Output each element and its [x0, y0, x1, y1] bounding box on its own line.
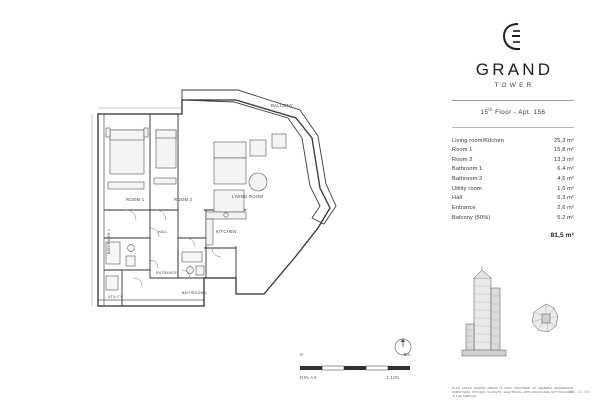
area-value: 4,6 m² [557, 176, 574, 183]
grand-tower-monogram-icon [500, 22, 526, 52]
area-label: Living room/Kitchen [452, 137, 504, 144]
area-value: 15,8 m² [553, 147, 574, 154]
floorplan-drawing [86, 78, 346, 308]
icon-row [452, 266, 574, 371]
room-label: BATHROOM 1 [182, 291, 208, 295]
table-row [452, 184, 574, 194]
tower-elevation-icon [460, 266, 508, 366]
room-label: LIVING ROOM [232, 194, 264, 199]
area-label: Balcony (50%) [452, 214, 491, 221]
sheet-code-label: TW - 15.156 [568, 390, 590, 394]
table-row [452, 213, 574, 223]
area-value: 2,6 m² [557, 204, 574, 211]
area-value: 25,3 m² [553, 137, 574, 144]
room-label: ROOM 2 [174, 197, 193, 202]
brand-subtitle: TOWER [494, 82, 535, 89]
divider-below-title [452, 127, 574, 128]
table-row [452, 203, 574, 213]
room-label: ROOM 1 [126, 197, 145, 202]
room-label: BALCONY [270, 103, 294, 108]
room-label: UTILITY [108, 295, 123, 299]
scale-min-label: 0 [300, 352, 303, 357]
area-label: Bathroom 1 [452, 166, 483, 173]
brand-name: GRAND [475, 60, 554, 79]
area-value: 13,3 m² [553, 156, 574, 163]
area-label: Entrance [452, 204, 476, 211]
area-value: 6,3 m² [557, 195, 574, 202]
brand-block [452, 18, 574, 89]
unit-title [452, 107, 574, 116]
table-row [452, 194, 574, 204]
table-row [452, 155, 574, 165]
unit-floor-number: 15 [480, 109, 489, 117]
area-value: 5,2 m² [557, 214, 574, 221]
area-value: 1,6 m² [557, 185, 574, 192]
divider-top [452, 100, 574, 101]
scale-bar-graphic [300, 365, 410, 373]
room-label: ENTRANCE [156, 271, 178, 275]
floorplan-svg [86, 78, 346, 308]
area-label: Bathroom 2 [452, 176, 483, 183]
sheet-format-label: DIN A4 [300, 375, 317, 380]
area-label: Room 2 [452, 156, 473, 163]
scale-ratio-label: 1:100 [386, 375, 399, 380]
site-plan-icon [524, 298, 568, 342]
table-row [452, 165, 574, 175]
table-row [452, 146, 574, 156]
scale-max-label: 5m [403, 352, 410, 357]
info-panel [452, 18, 574, 399]
disclaimer-text: PLAN SPLAN SHOWN AREAS IS ONLY PROVIDED AS GENERAL REFERENCE. FURNITURE, KITCHEN, CLOSETS, ELECTRICAL APPLIANCES ARE NOT INCLUDED IN THE SERVICE. [452, 386, 574, 399]
table-row [452, 136, 574, 146]
total-area-value: 81,5 m² [550, 231, 574, 239]
unit-title-rest: Floor - Apt. 156 [495, 109, 546, 117]
table-row [452, 175, 574, 185]
room-label: KITCHEN [216, 229, 237, 234]
room-label: BATHROOM 2 [107, 228, 111, 254]
unit-floor-ordinal: th [488, 107, 493, 112]
area-schedule-table [452, 136, 574, 222]
area-label: Hall [452, 195, 463, 202]
area-value: 6,4 m² [557, 166, 574, 173]
room-label: HALL [158, 230, 168, 234]
area-label: Utility room [452, 185, 482, 192]
area-label: Room 1 [452, 147, 473, 154]
